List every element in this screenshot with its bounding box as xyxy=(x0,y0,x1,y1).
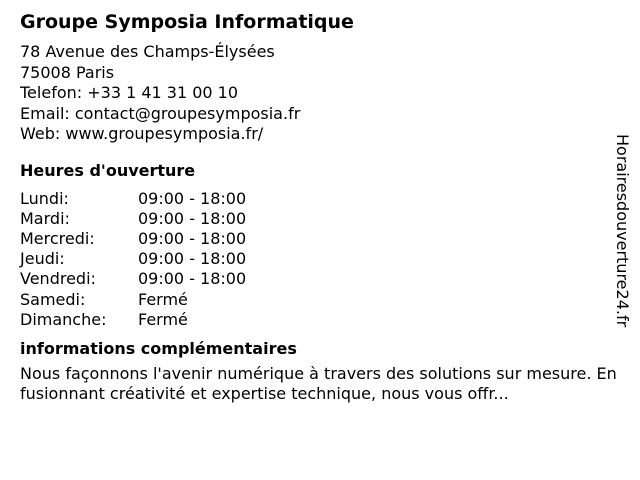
hours-row-wednesday xyxy=(20,229,246,249)
hours-row-saturday xyxy=(20,290,246,310)
additional-info-text: Nous façonnons l'avenir numérique à travers des solutions sur mesure. En fusionnant créativité et expertise technique, nous vous offr... xyxy=(20,363,617,404)
email-line: Email: contact@groupesymposia.fr xyxy=(20,103,301,123)
hours-row-thursday xyxy=(20,249,246,269)
day-hours: 09:00 - 18:00 xyxy=(138,249,247,269)
phone-line: Telefon: +33 1 41 31 00 10 xyxy=(20,83,239,102)
day-hours: Fermé xyxy=(138,289,188,309)
day-hours: 09:00 - 18:00 xyxy=(138,208,247,228)
day-label: Vendredi: xyxy=(20,269,96,289)
hours-row-monday xyxy=(20,189,246,209)
day-label: Dimanche: xyxy=(20,309,107,329)
day-label: Lundi: xyxy=(20,188,69,208)
day-label: Jeudi: xyxy=(20,249,65,269)
opening-hours-table xyxy=(20,189,246,330)
address-street: 78 Avenue des Champs-Élysées xyxy=(20,42,275,61)
address-city: 75008 Paris xyxy=(20,62,115,82)
hours-row-sunday xyxy=(20,310,246,330)
hours-row-friday xyxy=(20,269,246,289)
business-card xyxy=(20,10,617,405)
day-label: Mardi: xyxy=(20,208,70,228)
day-hours: 09:00 - 18:00 xyxy=(138,228,247,248)
website-line: Web: www.groupesymposia.fr/ xyxy=(20,124,264,143)
hours-row-tuesday xyxy=(20,209,246,229)
day-hours: 09:00 - 18:00 xyxy=(138,188,247,208)
company-name: Groupe Symposia Informatique xyxy=(20,11,354,33)
day-hours: Fermé xyxy=(138,309,188,329)
additional-info-heading: informations complémentaires xyxy=(20,338,297,358)
day-hours: 09:00 - 18:00 xyxy=(138,269,247,289)
opening-hours-heading: Heures d'ouverture xyxy=(20,160,196,180)
day-label: Samedi: xyxy=(20,289,86,309)
contact-block xyxy=(20,42,610,145)
day-label: Mercredi: xyxy=(20,228,95,248)
site-watermark-label: Horairesdouverture24.fr xyxy=(613,134,632,328)
